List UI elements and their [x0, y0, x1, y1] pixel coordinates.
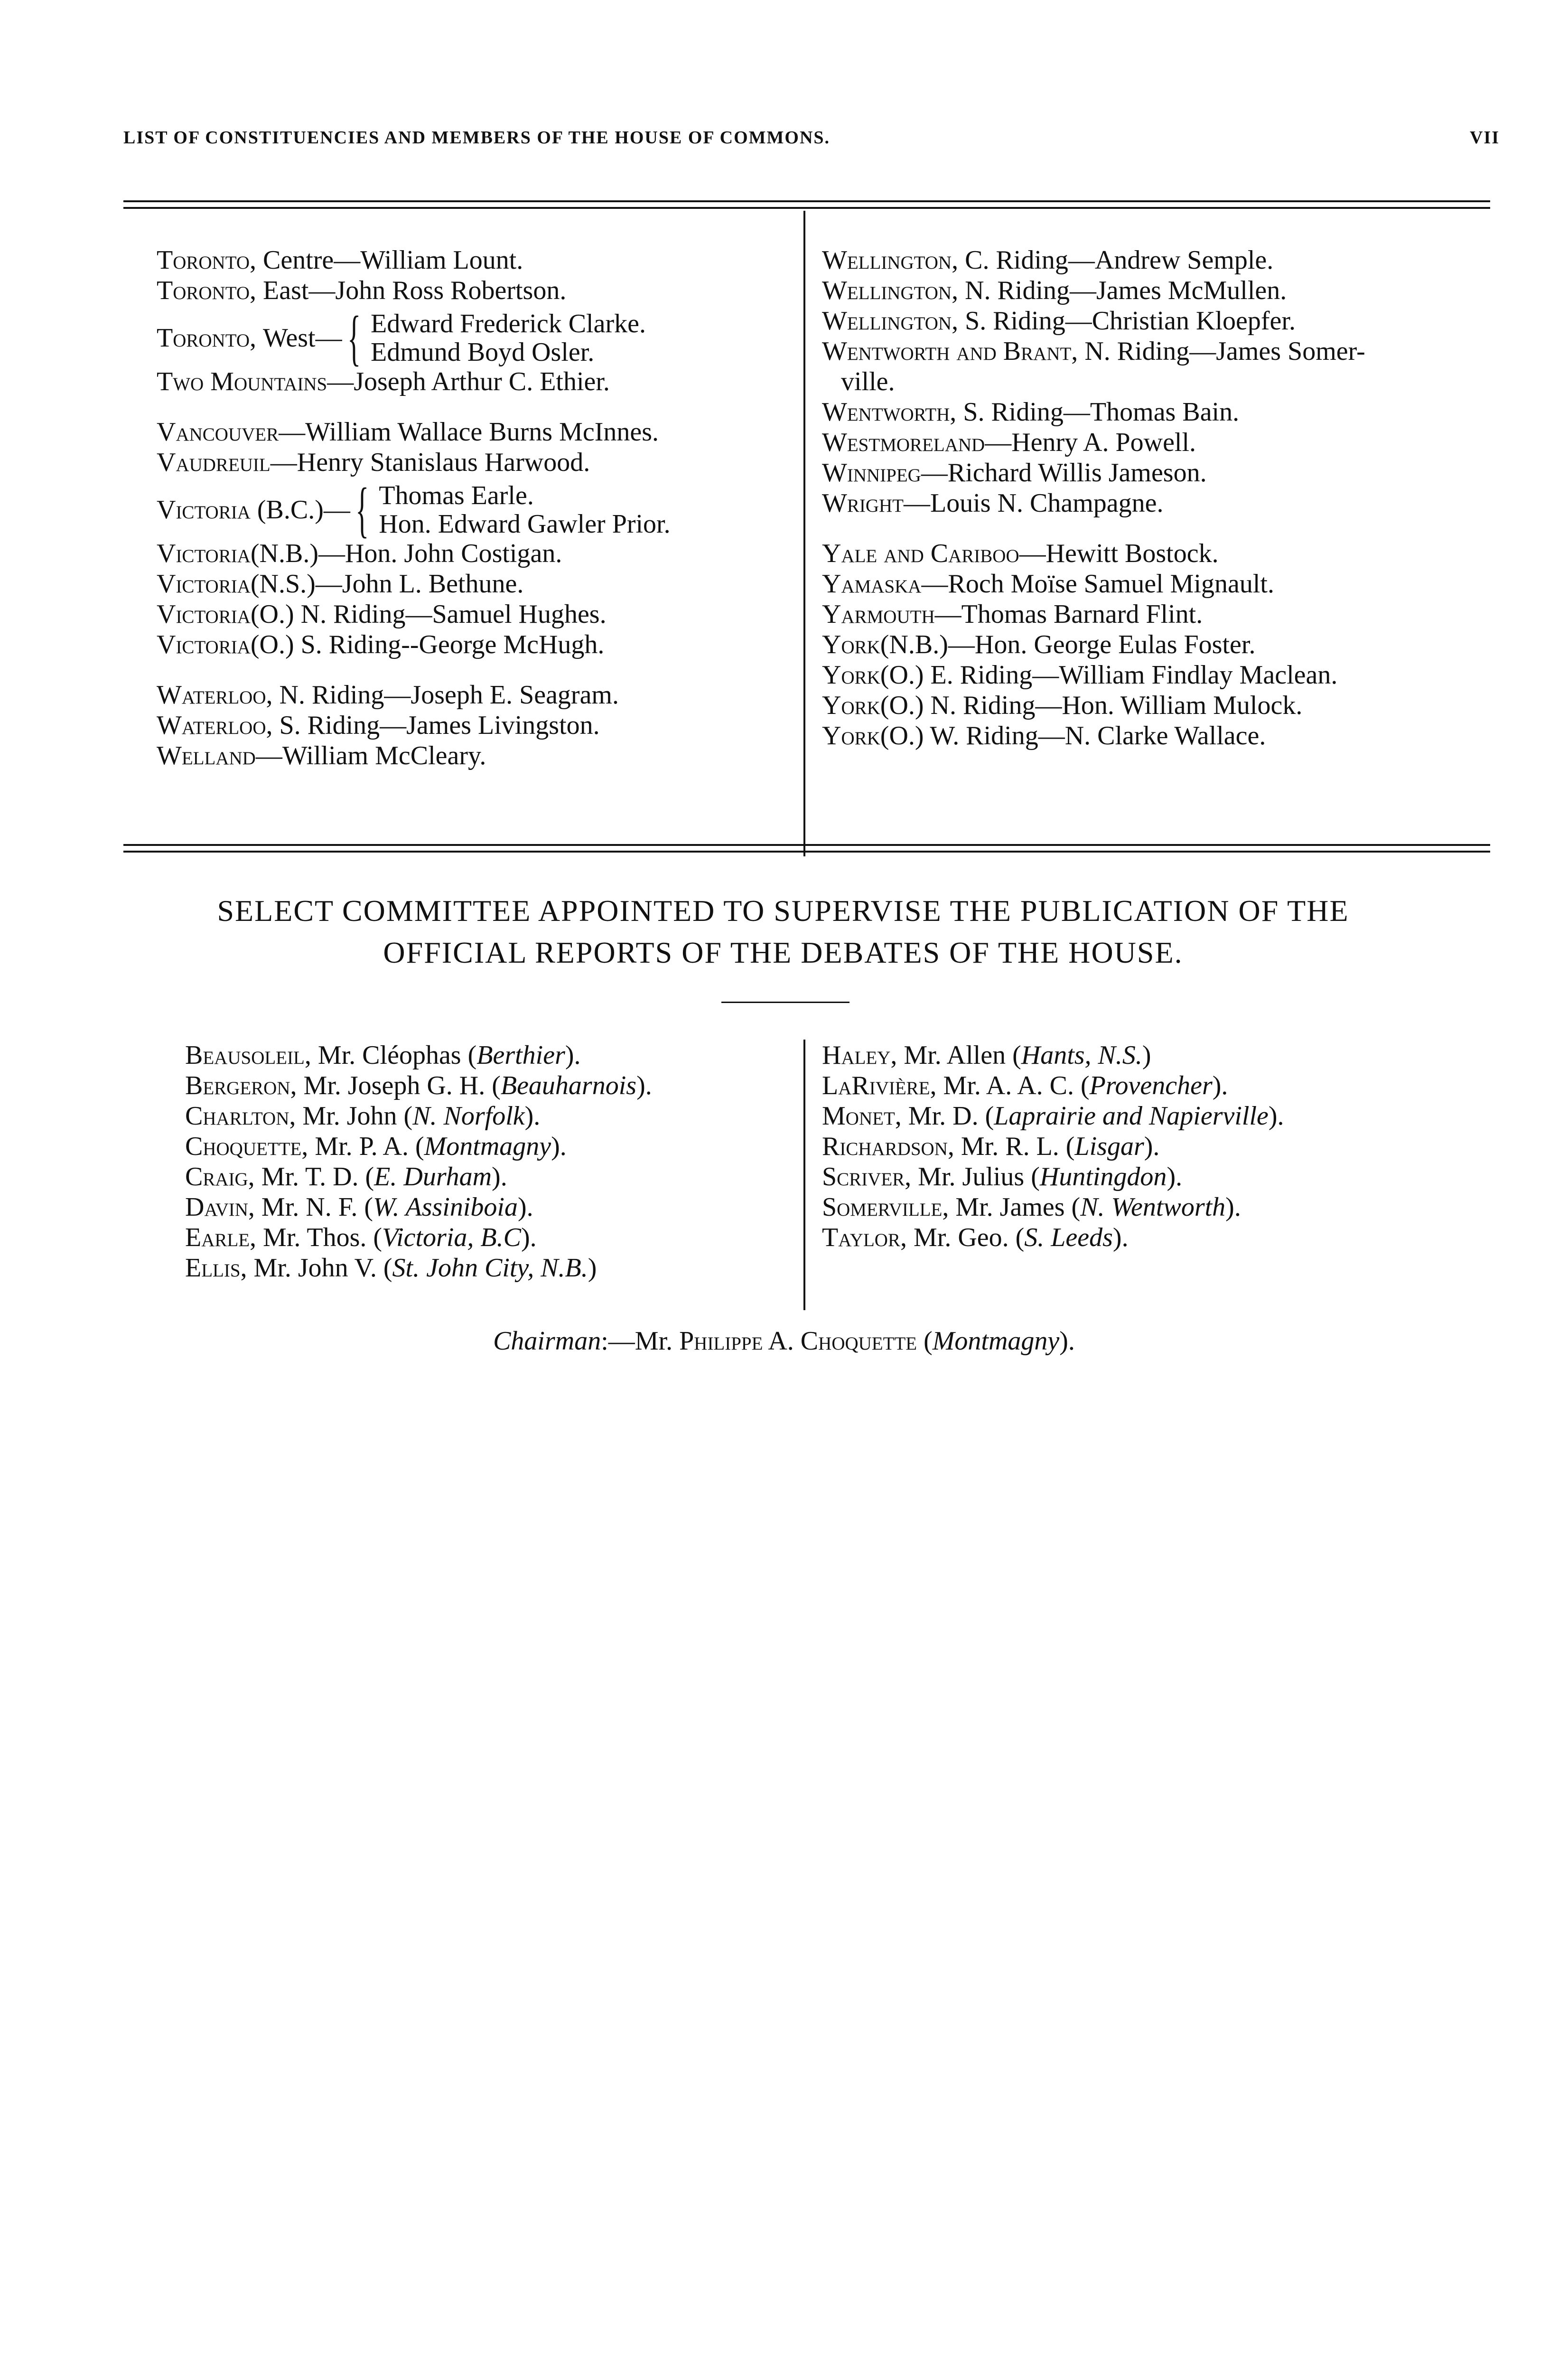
- member-surname: LaRivière,: [822, 1071, 937, 1100]
- member-close: ).: [517, 1192, 533, 1222]
- page-title: LIST OF CONSTITUENCIES AND MEMBERS OF THE HOUSE OF COMMONS.: [123, 128, 831, 148]
- member-name: Mr. Julius (: [918, 1162, 1040, 1191]
- constituency-entry: [822, 722, 1496, 753]
- member-pair: [379, 481, 670, 538]
- committee-member: [822, 1103, 1486, 1133]
- chairman-separator: :—Mr.: [601, 1326, 680, 1356]
- column-divider-top: [803, 211, 805, 856]
- member-close: ).: [551, 1132, 567, 1161]
- constituency-entry: [157, 449, 793, 479]
- member-surname: Earle,: [185, 1223, 257, 1252]
- constituency-name: Toronto,: [157, 276, 256, 305]
- member-name: Mr. Geo. (: [913, 1223, 1025, 1252]
- constituency-entry: [822, 490, 1496, 520]
- committee-member: [822, 1224, 1486, 1255]
- constituency-name: Wentworth and Brant,: [822, 337, 1078, 366]
- member-close: ).: [1212, 1071, 1228, 1100]
- constituency-detail: —Hewitt Bostock.: [1019, 539, 1219, 568]
- constituency-entry: [157, 476, 793, 544]
- constituency-entry: [822, 247, 1496, 277]
- member-close: ).: [1144, 1132, 1160, 1161]
- brace-glyph: {: [347, 304, 361, 372]
- chairman-riding: Montmagny: [932, 1326, 1060, 1356]
- member-name: Mr. N. F. (: [261, 1192, 373, 1222]
- member-riding: N. Wentworth: [1080, 1192, 1226, 1222]
- constituency-detail: S. Riding—James Livingston.: [279, 711, 600, 740]
- member-close: ).: [521, 1223, 537, 1252]
- member-close: ).: [524, 1101, 541, 1131]
- constituency-detail: —Henry Stanislaus Harwood.: [270, 448, 590, 477]
- constituency-entry: [157, 631, 793, 662]
- constituency-name: York: [822, 660, 880, 690]
- member-name: Mr. John V. (: [253, 1253, 392, 1283]
- member-surname: Haley,: [822, 1041, 897, 1070]
- constituency-name: Yale and Cariboo: [822, 539, 1019, 568]
- member-name: Mr. T. D. (: [261, 1162, 374, 1191]
- member-surname: Beausoleil,: [185, 1041, 311, 1070]
- member-close: ): [588, 1253, 597, 1283]
- committee-member: [185, 1133, 802, 1163]
- constituency-detail: East—John Ross Robertson.: [263, 276, 567, 305]
- constituency-entry: [157, 601, 793, 631]
- member-close: ).: [1225, 1192, 1241, 1222]
- constituency-detail: (O.) S. Riding--George McHugh.: [250, 630, 605, 659]
- member-name: Mr. James (: [955, 1192, 1081, 1222]
- constituency-entry: [157, 712, 793, 742]
- header-rule-bottom: [123, 207, 1490, 209]
- member-riding: Laprairie and Napierville: [994, 1101, 1269, 1131]
- section-gap: [157, 399, 793, 419]
- member-riding: W. Assiniboia: [373, 1192, 518, 1222]
- committee-member: [822, 1133, 1486, 1163]
- constituency-name: Wellington,: [822, 276, 959, 305]
- constituency-name: Victoria: [157, 569, 251, 599]
- constituency-entry: [822, 277, 1496, 308]
- constituency-detail: (O.) N. Riding—Samuel Hughes.: [250, 600, 607, 629]
- constituency-entry: [157, 368, 793, 399]
- constituency-detail: Centre—William Lount.: [263, 245, 523, 275]
- constituency-detail: —Joseph Arthur C. Ethier.: [327, 367, 610, 396]
- committee-member: [185, 1224, 802, 1255]
- committee-member: [185, 1163, 802, 1194]
- constituency-name: Victoria: [157, 539, 251, 568]
- constituency-entry: [157, 247, 793, 277]
- constituency-detail: —Henry A. Powell.: [985, 428, 1196, 457]
- member-name: Mr. Cléophas (: [317, 1041, 477, 1070]
- member-name: Mr. Thos. (: [263, 1223, 383, 1252]
- constituency-entry: [157, 304, 793, 372]
- committee-members-left: [185, 1042, 802, 1285]
- member-surname: Richardson,: [822, 1132, 954, 1161]
- committee-column-divider: [803, 1040, 805, 1310]
- member-name: Edmund Boyd Osler.: [370, 338, 595, 367]
- constituency-name: York: [822, 630, 880, 659]
- member-surname: Craig,: [185, 1162, 255, 1191]
- chairman-name: Philippe A. Choquette: [679, 1326, 917, 1356]
- constituency-detail: —Thomas Barnard Flint.: [934, 600, 1203, 629]
- member-surname: Somerville,: [822, 1192, 949, 1222]
- member-riding: S. Leeds: [1024, 1223, 1113, 1252]
- constituency-detail: —Roch Moïse Samuel Mignault.: [921, 569, 1274, 599]
- constituency-name: York: [822, 691, 880, 720]
- committee-member: [185, 1255, 802, 1285]
- constituency-name: York: [822, 721, 880, 750]
- committee-member: [185, 1194, 802, 1224]
- committee-member: [822, 1072, 1486, 1103]
- constituency-detail: (N.S.)—John L. Bethune.: [250, 569, 524, 599]
- constituency-entry: [822, 692, 1496, 722]
- constituency-name: Vancouver: [157, 417, 279, 447]
- constituency-name: Waterloo,: [157, 711, 273, 740]
- member-name: Mr. Joseph G. H. (: [303, 1071, 501, 1100]
- constituency-name: Toronto,: [157, 245, 256, 275]
- page-number: VII: [1469, 128, 1500, 148]
- committee-member: [185, 1103, 802, 1133]
- member-name: Thomas Earle.: [379, 481, 534, 510]
- constituency-detail: (N.B.)—Hon. John Costigan.: [250, 539, 562, 568]
- committee-member: [185, 1042, 802, 1072]
- constituency-entry: [822, 662, 1496, 692]
- constituency-detail: —Louis N. Champagne.: [904, 488, 1164, 518]
- constituency-name: Victoria: [157, 495, 251, 525]
- member-surname: Davin,: [185, 1192, 255, 1222]
- constituency-name: Waterloo,: [157, 680, 273, 710]
- committee-chairman: Chairman:—Mr. Philippe A. Choquette (Montmagny).: [493, 1326, 1075, 1356]
- committee-title-line1: SELECT COMMITTEE APPOINTED TO SUPERVISE THE PUBLICATION OF THE: [217, 894, 1349, 928]
- constituency-entry: [822, 399, 1496, 429]
- constituency-entry: [822, 460, 1496, 490]
- member-name: Mr. A. A. C. (: [943, 1071, 1090, 1100]
- constituency-name: Westmoreland: [822, 428, 985, 457]
- section-gap: [822, 520, 1496, 540]
- member-surname: Ellis,: [185, 1253, 247, 1283]
- constituency-detail: (O.) W. Riding—N. Clarke Wallace.: [880, 721, 1266, 750]
- chairman-close: ).: [1059, 1326, 1075, 1356]
- committee-member: [822, 1194, 1486, 1224]
- member-riding: Berthier: [476, 1041, 565, 1070]
- member-close: ).: [1112, 1223, 1129, 1252]
- constituency-name: Victoria: [157, 600, 251, 629]
- section-gap: [157, 662, 793, 682]
- member-name: Mr. P. A. (: [315, 1132, 424, 1161]
- committee-member: [822, 1042, 1486, 1072]
- constituency-name: Victoria: [157, 630, 251, 659]
- constituency-detail: —William Wallace Burns McInnes.: [279, 417, 659, 447]
- constituency-list-left: [157, 247, 793, 773]
- constituency-entry: [157, 540, 793, 571]
- member-riding: Beauharnois: [500, 1071, 637, 1100]
- constituency-list-right: [822, 247, 1496, 753]
- member-name: Mr. R. L. (: [961, 1132, 1075, 1161]
- member-riding: Lisgar: [1074, 1132, 1144, 1161]
- constituency-name: Yarmouth: [822, 600, 935, 629]
- member-riding: N. Norfolk: [412, 1101, 525, 1131]
- member-surname: Scriver,: [822, 1162, 912, 1191]
- constituency-detail: (O.) E. Riding—William Findlay Maclean.: [880, 660, 1338, 690]
- committee-member: [185, 1072, 802, 1103]
- constituency-entry: [157, 682, 793, 712]
- constituency-detail: (N.B.)—Hon. George Eulas Foster.: [880, 630, 1256, 659]
- constituency-entry: [157, 742, 793, 773]
- member-close: ).: [1167, 1162, 1183, 1191]
- constituency-detail: N. Riding—Joseph E. Seagram.: [279, 680, 619, 710]
- constituency-detail: —William McCleary.: [255, 741, 486, 770]
- constituency-entry: [822, 601, 1496, 631]
- member-name: Mr. D. (: [908, 1101, 994, 1131]
- committee-title: [119, 890, 1447, 974]
- constituency-entry: [822, 631, 1496, 662]
- constituency-entry: [822, 308, 1496, 338]
- member-name: Edward Frederick Clarke.: [370, 309, 646, 338]
- member-name: Mr. John (: [302, 1101, 413, 1131]
- constituency-entry: [157, 571, 793, 601]
- constituency-detail: N. Riding—James McMullen.: [965, 276, 1287, 305]
- member-pair: [371, 310, 646, 366]
- member-surname: Charlton,: [185, 1101, 296, 1131]
- committee-members-right: [822, 1042, 1486, 1255]
- constituency-continuation: ville.: [841, 367, 895, 396]
- member-riding: Montmagny: [424, 1132, 551, 1161]
- brace-glyph: {: [355, 476, 369, 544]
- member-close: ).: [492, 1162, 507, 1191]
- constituency-entry: [157, 419, 793, 449]
- constituency-detail: N. Riding—James Somer-: [1084, 337, 1365, 366]
- constituency-detail: C. Riding—Andrew Semple.: [965, 245, 1274, 275]
- constituency-name: Welland: [157, 741, 256, 770]
- section-rule-bottom: [123, 851, 1490, 853]
- member-name: Hon. Edward Gawler Prior.: [379, 509, 671, 539]
- member-riding: Hants, N.S.: [1021, 1041, 1142, 1070]
- member-surname: Taylor,: [822, 1223, 907, 1252]
- header-rule-top: [123, 200, 1490, 202]
- constituency-detail: (B.C.)—: [257, 495, 350, 525]
- member-name: Mr. Allen (: [904, 1041, 1021, 1070]
- constituency-name: Vaudreuil: [157, 448, 271, 477]
- member-riding: St. John City, N.B.: [392, 1253, 588, 1283]
- member-surname: Monet,: [822, 1101, 902, 1131]
- constituency-entry: [822, 571, 1496, 601]
- constituency-entry: [822, 429, 1496, 460]
- constituency-entry: [157, 277, 793, 308]
- committee-title-line2: OFFICIAL REPORTS OF THE DEBATES OF THE HOUSE.: [383, 936, 1183, 969]
- constituency-detail: S. Riding—Christian Kloepfer.: [965, 306, 1296, 336]
- constituency-name: Winnipeg: [822, 458, 921, 488]
- constituency-name: Toronto,: [157, 323, 256, 353]
- member-riding: Huntingdon: [1039, 1162, 1167, 1191]
- member-close: ): [1142, 1041, 1151, 1070]
- member-close: ).: [565, 1041, 581, 1070]
- constituency-detail: West—: [263, 323, 342, 353]
- constituency-name: Wright: [822, 488, 904, 518]
- constituency-detail: S. Riding—Thomas Bain.: [963, 397, 1240, 427]
- constituency-name: Wellington,: [822, 245, 959, 275]
- constituency-name: Two Mountains: [157, 367, 327, 396]
- constituency-name: Yamaska: [822, 569, 922, 599]
- constituency-name: Wellington,: [822, 306, 959, 336]
- constituency-entry: [822, 338, 1496, 368]
- member-close: ).: [1268, 1101, 1284, 1131]
- constituency-detail: (O.) N. Riding—Hon. William Mulock.: [880, 691, 1303, 720]
- chairman-label: Chairman: [493, 1326, 601, 1356]
- member-riding: Provencher: [1089, 1071, 1213, 1100]
- constituency-detail: —Richard Willis Jameson.: [921, 458, 1207, 488]
- member-surname: Bergeron,: [185, 1071, 297, 1100]
- member-riding: Victoria, B.C: [382, 1223, 521, 1252]
- section-rule-top: [123, 844, 1490, 846]
- committee-member: [822, 1163, 1486, 1194]
- constituency-entry: [822, 540, 1496, 571]
- member-surname: Choquette,: [185, 1132, 308, 1161]
- member-riding: E. Durham: [374, 1162, 492, 1191]
- constituency-name: Wentworth,: [822, 397, 957, 427]
- member-close: ).: [636, 1071, 652, 1100]
- committee-title-underline: [721, 1002, 849, 1003]
